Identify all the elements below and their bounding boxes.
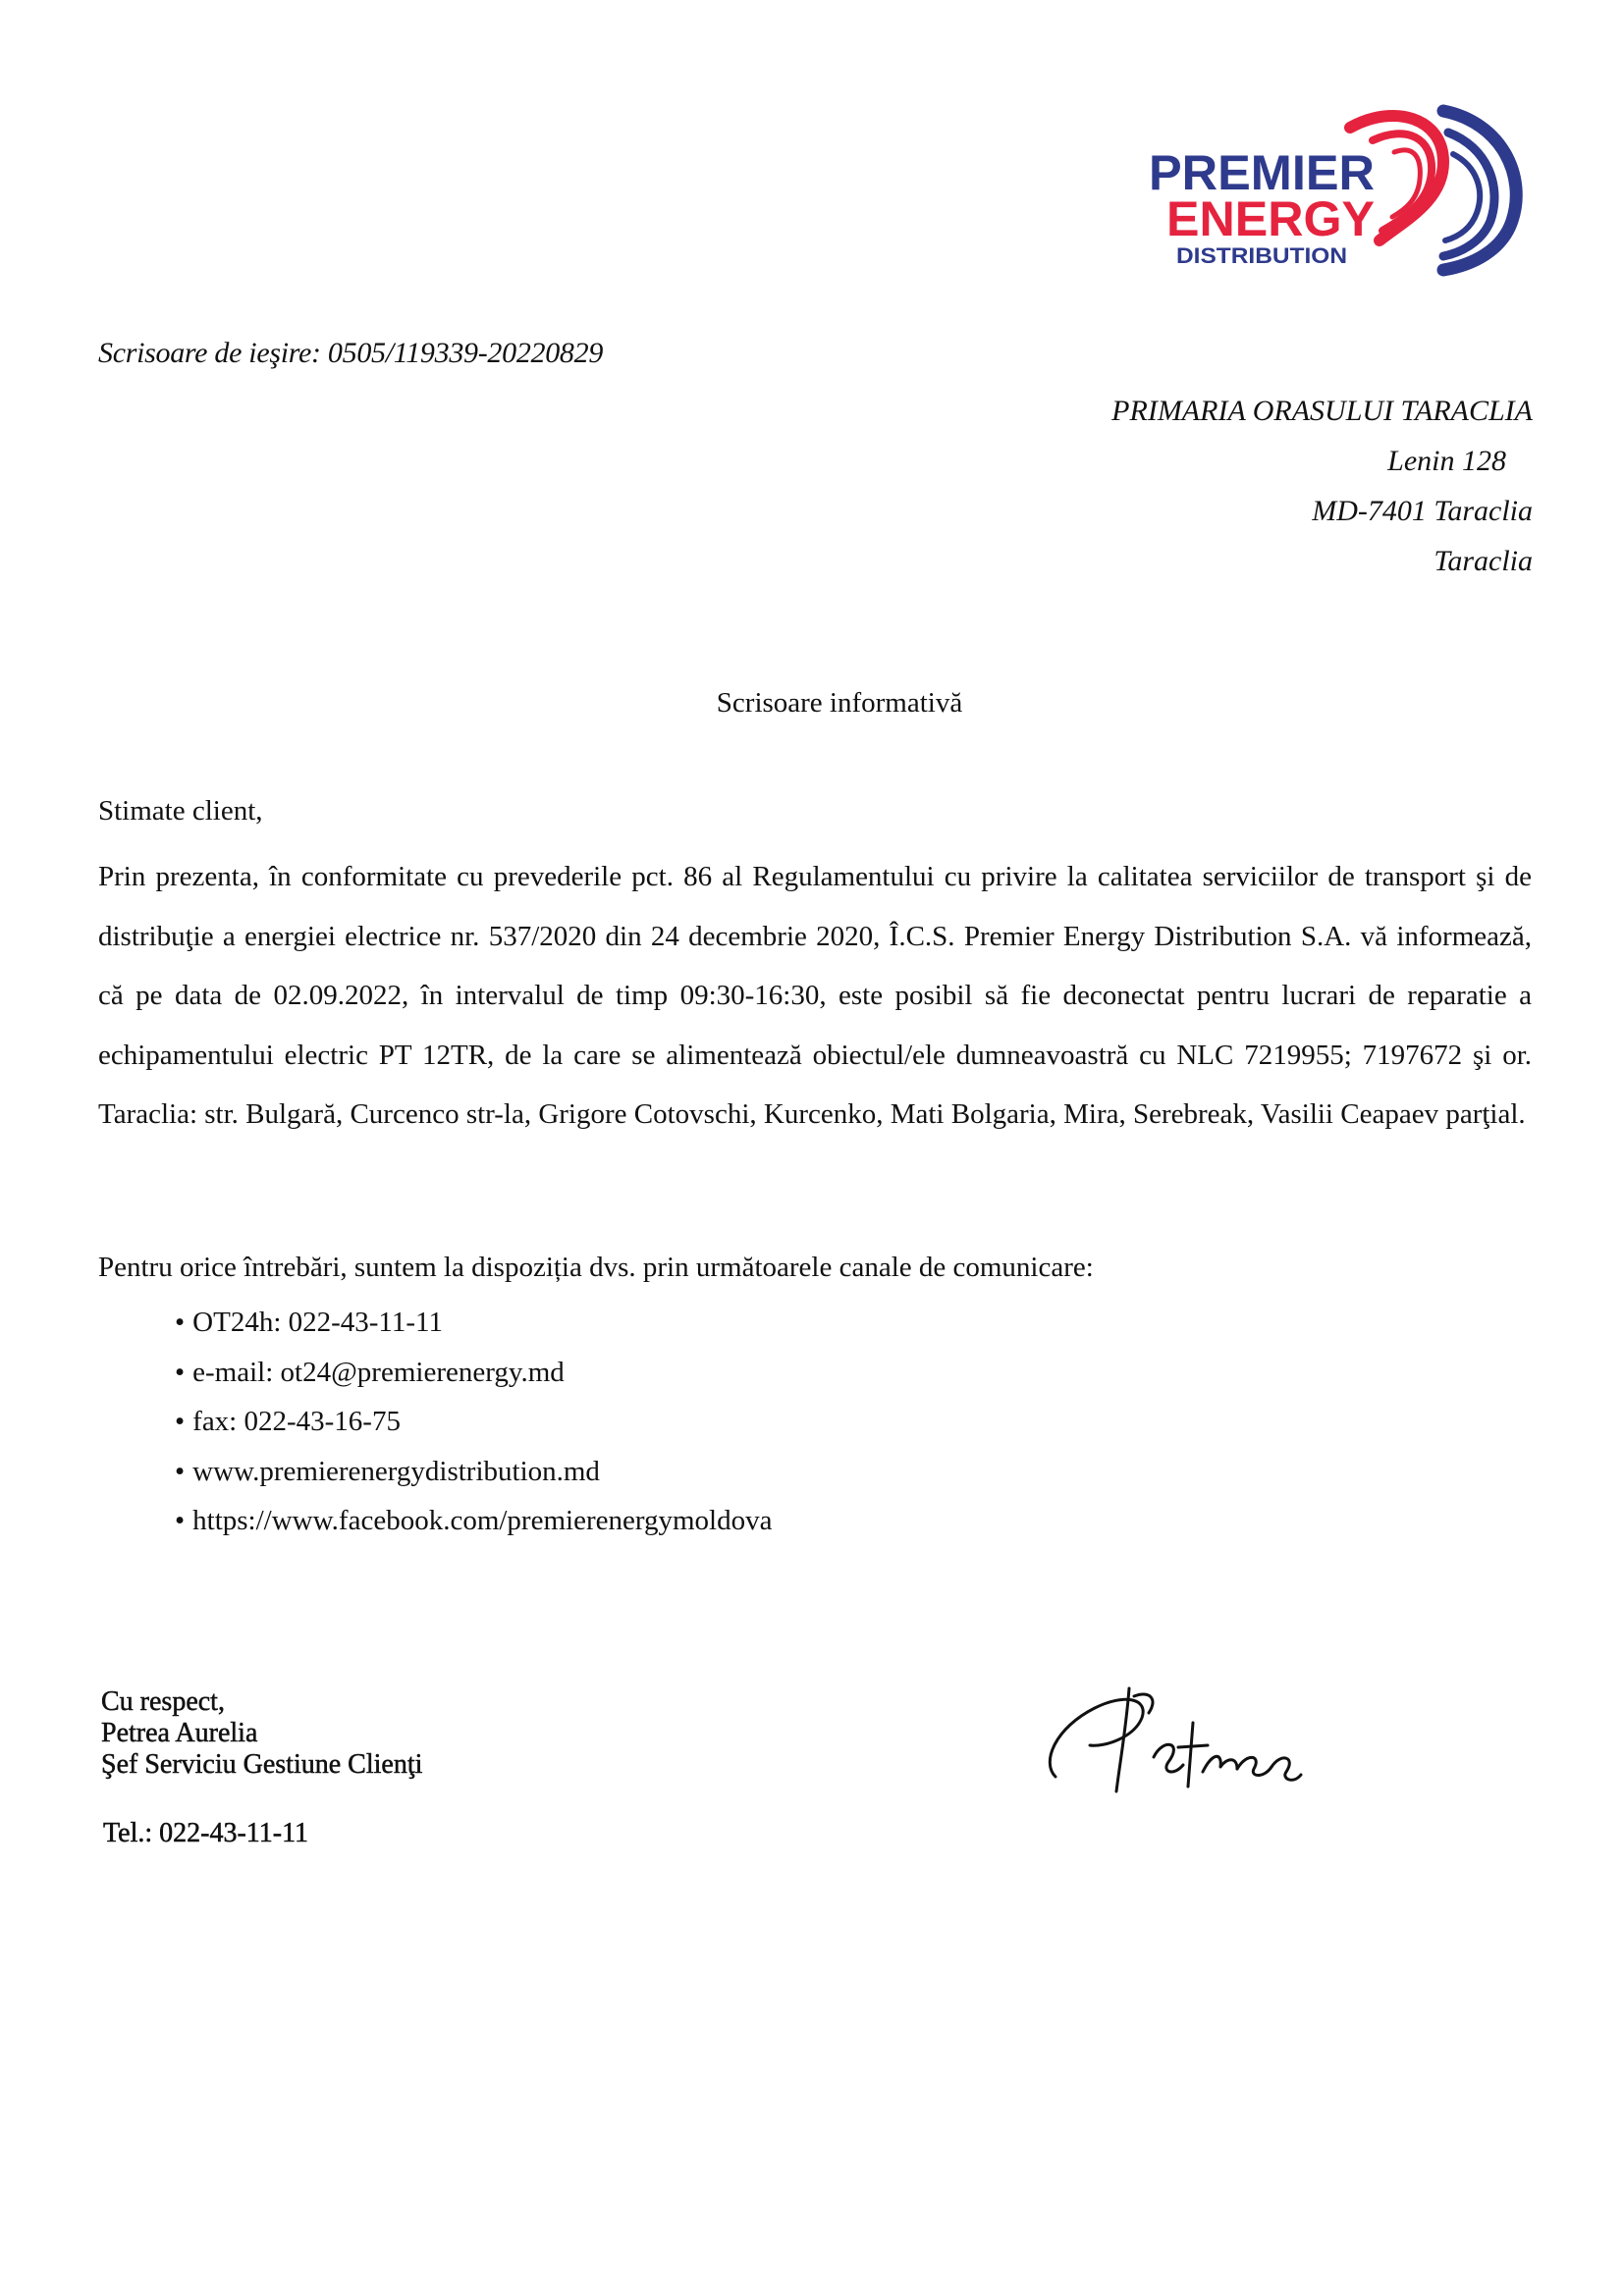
signatory-phone: Tel.: 022-43-11-11	[103, 1818, 309, 1848]
contact-facebook: • https://www.facebook.com/premierenergymoldova	[175, 1496, 772, 1546]
recipient-city: Taraclia	[1434, 545, 1533, 577]
document-title: Scrisoare informativă	[716, 687, 963, 719]
logo-line2: ENERGY	[1166, 191, 1375, 246]
recipient-address	[1111, 386, 1533, 586]
signatory-name: Petrea Aurelia	[101, 1718, 258, 1748]
contact-intro: Pentru orice întrebări, suntem la dispoziția dvs. prin următoarele canale de comunicare:	[98, 1252, 1094, 1283]
closing-regards: Cu respect,	[101, 1686, 225, 1717]
recipient-postal: MD-7401 Taraclia	[1312, 495, 1533, 527]
greeting: Stimate client,	[98, 795, 263, 827]
outgoing-reference: Scrisoare de ieşire: 0505/119339-20220829	[98, 337, 604, 369]
recipient-name: PRIMARIA ORASULUI TARACLIA	[1111, 395, 1533, 427]
handwritten-signature	[1036, 1669, 1311, 1816]
closing-block	[101, 1686, 422, 1781]
company-logo	[1149, 93, 1542, 280]
premier-energy-logo-graphic	[1149, 93, 1542, 280]
signatory-position: Şef Serviciu Gestiune Clienţi	[101, 1749, 423, 1780]
contact-phone: • OT24h: 022-43-11-11	[175, 1298, 772, 1348]
contact-list	[175, 1298, 772, 1546]
contact-website: • www.premierenergydistribution.md	[175, 1447, 772, 1497]
body-paragraph: Prin prezenta, în conformitate cu prevederile pct. 86 al Regulamentului cu privire la calitatea serviciilor de transport şi de distribuţie a energiei electrice nr. 537/2020 din 24 decembrie 2020, Î.C.S. Premier Energy Distribution S.A. vă informează, că pe data de 02.09.2022, în intervalul de timp 09:30-16:30, este posibil să fie deconectat pentru lucrari de reparatie a echipamentului electric PT 12TR, de la care se alimentează obiectul/ele dumneavoastră cu NLC 7219955; 7197672 şi or. Taraclia: str. Bulgară, Curcenco str-la, Grigore Cotovschi, Kurcenko, Mati Bolgaria, Mira, Serebreak, Vasilii Ceapaev parţial.	[98, 861, 1532, 1130]
logo-line3: DISTRIBUTION	[1176, 243, 1347, 268]
contact-email: • e-mail: ot24@premierenergy.md	[175, 1348, 772, 1398]
logo-line1: PREMIER	[1149, 145, 1375, 200]
contact-fax: • fax: 022-43-16-75	[175, 1397, 772, 1447]
recipient-street: Lenin 128	[1387, 445, 1506, 477]
